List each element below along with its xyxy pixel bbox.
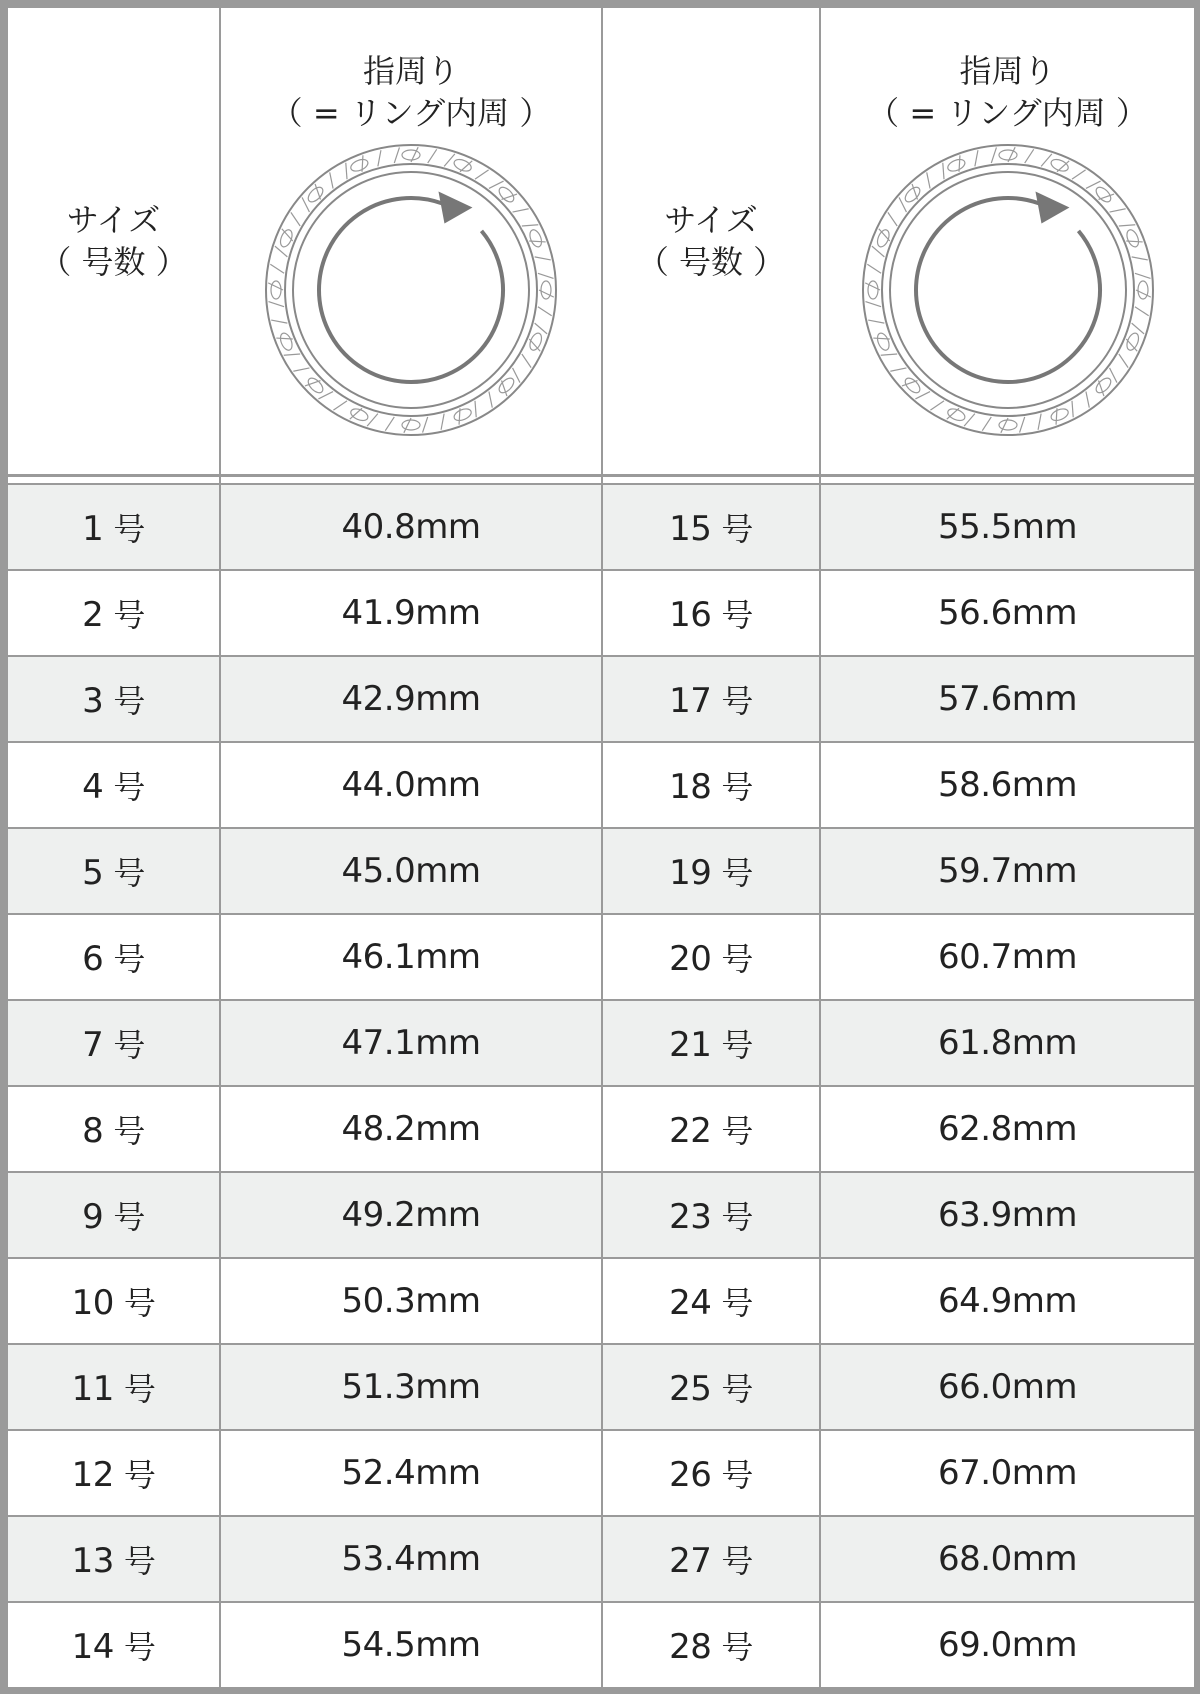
size-cell xyxy=(602,1258,820,1344)
size-number: 9 xyxy=(82,1197,104,1237)
table-row xyxy=(7,1516,1195,1602)
size-cell xyxy=(602,1430,820,1516)
table-row xyxy=(7,914,1195,1000)
size-header-right xyxy=(602,7,820,476)
circumference-cell: 60.7mm xyxy=(820,914,1195,1000)
size-cell xyxy=(7,1258,220,1344)
size-cell xyxy=(602,742,820,828)
size-unit: 号 xyxy=(113,768,145,806)
circumference-cell: 46.1mm xyxy=(220,914,602,1000)
size-cell xyxy=(602,1602,820,1688)
size-unit: 号 xyxy=(721,1026,753,1064)
size-unit: 号 xyxy=(721,596,753,634)
circumference-cell: 50.3mm xyxy=(220,1258,602,1344)
circumference-cell: 56.6mm xyxy=(820,570,1195,656)
size-number: 7 xyxy=(82,1025,104,1065)
size-number: 16 xyxy=(669,595,712,635)
ring-circumference-icon xyxy=(263,142,559,442)
size-number: 19 xyxy=(669,853,712,893)
size-unit: 号 xyxy=(721,682,753,720)
size-number: 10 xyxy=(71,1283,114,1323)
table-row xyxy=(7,1602,1195,1688)
ring-circumference-icon xyxy=(860,142,1156,442)
size-cell xyxy=(602,1172,820,1258)
circumference-cell: 58.6mm xyxy=(820,742,1195,828)
size-unit: 号 xyxy=(113,1198,145,1236)
size-number: 11 xyxy=(71,1369,114,1409)
table-row xyxy=(7,656,1195,742)
circumference-cell: 48.2mm xyxy=(220,1086,602,1172)
circumference-cell: 53.4mm xyxy=(220,1516,602,1602)
size-number: 8 xyxy=(82,1111,104,1151)
size-unit: 号 xyxy=(113,682,145,720)
circumference-cell: 45.0mm xyxy=(220,828,602,914)
size-number: 27 xyxy=(669,1541,712,1581)
size-unit: 号 xyxy=(123,1542,156,1580)
size-unit: 号 xyxy=(721,1628,753,1666)
circumference-cell: 40.8mm xyxy=(220,484,602,570)
size-unit: 号 xyxy=(113,596,145,634)
size-cell xyxy=(7,1516,220,1602)
size-number: 3 xyxy=(82,681,104,721)
circumference-cell: 41.9mm xyxy=(220,570,602,656)
size-unit: 号 xyxy=(721,768,753,806)
size-cell xyxy=(7,570,220,656)
size-unit: 号 xyxy=(113,854,145,892)
circumference-cell: 66.0mm xyxy=(820,1344,1195,1430)
size-unit: 号 xyxy=(721,1198,753,1236)
size-unit: 号 xyxy=(123,1628,156,1666)
circumference-header-title: 指周り xyxy=(959,52,1056,90)
size-cell xyxy=(7,828,220,914)
circumference-cell: 49.2mm xyxy=(220,1172,602,1258)
circumference-cell: 69.0mm xyxy=(820,1602,1195,1688)
size-unit: 号 xyxy=(721,1542,753,1580)
size-cell xyxy=(602,914,820,1000)
table-row xyxy=(7,1086,1195,1172)
size-header-title: サイズ xyxy=(664,201,758,239)
size-number: 4 xyxy=(82,767,104,807)
size-cell xyxy=(602,828,820,914)
size-header-left xyxy=(7,7,220,476)
size-number: 21 xyxy=(669,1025,712,1065)
circumference-cell: 51.3mm xyxy=(220,1344,602,1430)
size-cell xyxy=(7,1000,220,1086)
circumference-cell: 44.0mm xyxy=(220,742,602,828)
circumference-header-subtitle: （ = リング内周 ） xyxy=(867,94,1148,132)
size-unit: 号 xyxy=(113,1026,145,1064)
size-cell xyxy=(7,1086,220,1172)
circumference-cell: 67.0mm xyxy=(820,1430,1195,1516)
size-number: 6 xyxy=(82,939,104,979)
size-number: 22 xyxy=(669,1111,712,1151)
circumference-cell: 64.9mm xyxy=(820,1258,1195,1344)
size-unit: 号 xyxy=(721,1112,753,1150)
table-row xyxy=(7,1172,1195,1258)
circumference-cell: 62.8mm xyxy=(820,1086,1195,1172)
size-cell xyxy=(7,1172,220,1258)
size-cell xyxy=(602,1000,820,1086)
size-number: 14 xyxy=(71,1627,114,1667)
header-divider xyxy=(7,476,1195,485)
size-number: 24 xyxy=(669,1283,712,1323)
size-cell xyxy=(602,1516,820,1602)
circumference-cell: 42.9mm xyxy=(220,656,602,742)
circumference-cell: 54.5mm xyxy=(220,1602,602,1688)
size-cell xyxy=(602,1344,820,1430)
size-number: 5 xyxy=(82,853,104,893)
size-number: 12 xyxy=(71,1455,114,1495)
size-unit: 号 xyxy=(721,854,753,892)
size-unit: 号 xyxy=(113,510,145,548)
header-row xyxy=(7,7,1195,476)
size-number: 13 xyxy=(71,1541,114,1581)
size-cell xyxy=(602,656,820,742)
size-unit: 号 xyxy=(721,1284,753,1322)
size-unit: 号 xyxy=(721,1456,753,1494)
ring-circumference-icon xyxy=(263,142,559,438)
size-cell xyxy=(7,742,220,828)
size-rows xyxy=(7,484,1195,1688)
circumference-cell: 59.7mm xyxy=(820,828,1195,914)
size-cell xyxy=(7,914,220,1000)
size-number: 25 xyxy=(669,1369,712,1409)
size-unit: 号 xyxy=(721,510,753,548)
circumference-header-right xyxy=(820,7,1195,476)
circumference-cell: 57.6mm xyxy=(820,656,1195,742)
size-header-title: サイズ xyxy=(66,201,161,239)
size-number: 28 xyxy=(669,1627,712,1667)
size-unit: 号 xyxy=(123,1370,156,1408)
circumference-cell: 63.9mm xyxy=(820,1172,1195,1258)
size-unit: 号 xyxy=(113,940,145,978)
size-unit: 号 xyxy=(123,1284,156,1322)
table-row xyxy=(7,484,1195,570)
circumference-cell: 55.5mm xyxy=(820,484,1195,570)
size-header-subtitle: （ 号数 ） xyxy=(39,243,188,281)
circumference-cell: 68.0mm xyxy=(820,1516,1195,1602)
size-number: 18 xyxy=(669,767,712,807)
size-cell xyxy=(7,1344,220,1430)
size-cell xyxy=(7,1602,220,1688)
size-unit: 号 xyxy=(721,1370,753,1408)
size-number: 1 xyxy=(82,509,104,549)
size-cell xyxy=(602,1086,820,1172)
table-row xyxy=(7,1344,1195,1430)
size-number: 26 xyxy=(669,1455,712,1495)
size-unit: 号 xyxy=(113,1112,145,1150)
circumference-cell: 52.4mm xyxy=(220,1430,602,1516)
circumference-header-left xyxy=(220,7,602,476)
circumference-cell: 61.8mm xyxy=(820,1000,1195,1086)
size-cell xyxy=(602,570,820,656)
size-cell xyxy=(7,656,220,742)
circumference-header-title: 指周り xyxy=(362,52,459,90)
size-number: 2 xyxy=(82,595,104,635)
size-cell xyxy=(7,1430,220,1516)
ring-circumference-icon xyxy=(860,142,1156,438)
table-row xyxy=(7,570,1195,656)
size-cell xyxy=(7,484,220,570)
table-row xyxy=(7,1430,1195,1516)
ring-size-table xyxy=(6,6,1196,1689)
circumference-cell: 47.1mm xyxy=(220,1000,602,1086)
size-number: 15 xyxy=(669,509,712,549)
size-cell xyxy=(602,484,820,570)
size-unit: 号 xyxy=(721,940,753,978)
table-row xyxy=(7,828,1195,914)
table-row xyxy=(7,1258,1195,1344)
size-number: 23 xyxy=(669,1197,712,1237)
size-header-subtitle: （ 号数 ） xyxy=(636,243,786,281)
table-row xyxy=(7,1000,1195,1086)
circumference-header-subtitle: （ = リング内周 ） xyxy=(270,94,552,132)
size-number: 20 xyxy=(669,939,712,979)
size-number: 17 xyxy=(669,681,712,721)
table-row xyxy=(7,742,1195,828)
size-unit: 号 xyxy=(123,1456,156,1494)
